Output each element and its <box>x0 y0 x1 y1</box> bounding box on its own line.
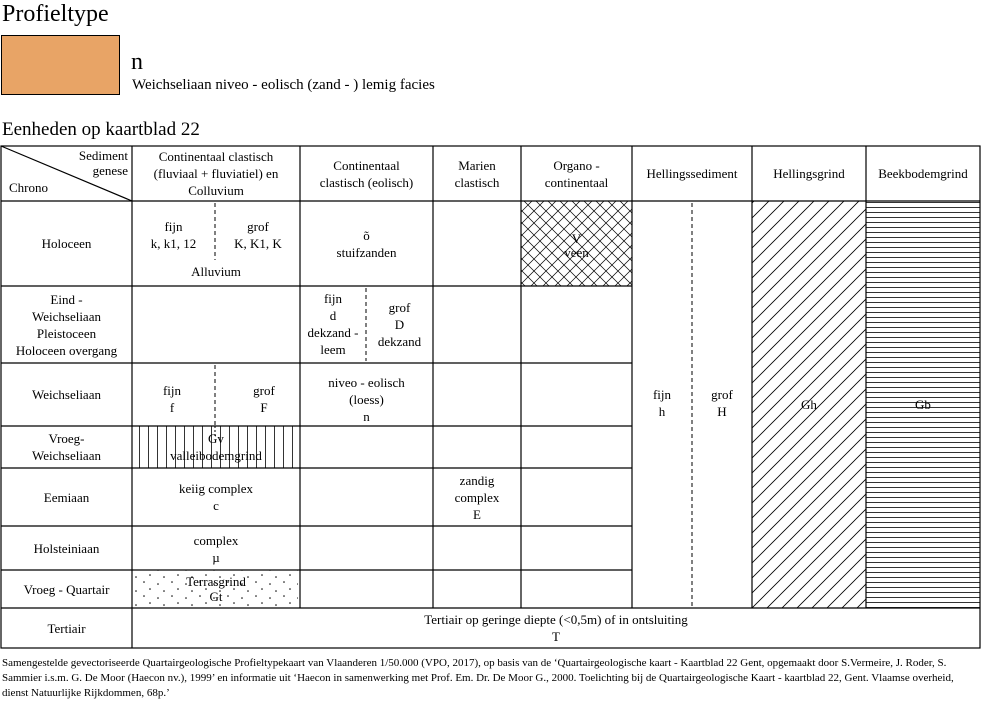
cell-holoceen-alluvium: Alluvium <box>191 263 241 279</box>
row-label-weichseliaan: Weichseliaan <box>32 387 101 402</box>
cell-beekbodemgrind-gb: Gb <box>915 396 931 412</box>
cell-holoceen-stuifzanden <box>300 225 433 263</box>
cell-line: H <box>717 404 727 419</box>
cell-line: µ <box>212 550 220 565</box>
cell-line: valleibodemgrind <box>170 448 262 463</box>
cell-line: grof <box>711 387 733 402</box>
cell-line: stuifzanden <box>336 245 397 260</box>
cell-weichseliaan-loess <box>300 373 433 425</box>
row-label-line: Pleistoceen <box>36 325 97 341</box>
cell-line: Gt <box>209 589 223 604</box>
cell-line: Tertiair op geringe diepte (<0,5m) of in ontsluiting <box>424 612 688 627</box>
header-continentaal-clastisch-eolisch <box>300 146 433 201</box>
cell-line: fijn <box>162 383 182 398</box>
header-beekbodemgrind: Beekbodemgrind <box>878 166 968 181</box>
cell-line: f <box>169 400 175 415</box>
row-label-line: Holoceen overgang <box>15 342 118 358</box>
cell-line: E <box>473 506 481 522</box>
cell-line: c <box>213 498 219 513</box>
cell-line: Terrasgrind <box>186 574 246 589</box>
cell-line: Gv <box>208 431 224 446</box>
cell-terrasgrind <box>132 573 300 605</box>
row-label-eemiaan: Eemiaan <box>43 489 90 505</box>
cell-weichseliaan-grof <box>220 381 308 417</box>
row-label-vroeg-weichseliaan <box>1 426 132 468</box>
header-line: Marien <box>458 157 496 173</box>
row-label-line: Eind - <box>50 291 83 307</box>
cell-hellingssediment-grof <box>692 383 752 423</box>
cell-line: D <box>394 316 405 332</box>
row-label-vroeg-quartair: Vroeg - Quartair <box>23 581 110 597</box>
cell-line: n <box>363 408 370 424</box>
cell-line: complex <box>454 489 500 505</box>
cell-holoceen-fijn <box>132 217 215 253</box>
cell-line: grof <box>253 383 275 398</box>
cell-line: F <box>260 400 268 415</box>
cell-line: keiig complex <box>178 481 253 496</box>
cell-line: K, K1, K <box>234 236 282 251</box>
cell-line: T <box>552 629 560 644</box>
cell-line: veen <box>564 245 589 260</box>
row-label-eind-weichseliaan <box>1 286 132 363</box>
cell-line: (loess) <box>349 391 384 407</box>
header-continentaal-clastisch-fluviaal <box>132 146 300 201</box>
cell-line: V <box>571 231 582 246</box>
legend-description: Weichseliaan niveo - eolisch (zand - ) lemig facies <box>132 77 435 93</box>
header-line: continentaal <box>544 174 609 190</box>
cell-line: grof <box>247 219 269 234</box>
header-organo-continentaal <box>521 146 632 201</box>
cell-line: d <box>329 308 337 323</box>
cell-eind-grof <box>366 295 433 353</box>
cell-valleibodemgrind <box>132 429 300 465</box>
row-label-line: Weichseliaan <box>32 308 101 324</box>
cell-zandig-complex <box>433 471 521 523</box>
page-title: Profieltype <box>2 1 109 27</box>
cell-hellingssediment-fijn <box>632 383 692 423</box>
header-line: Continentaal <box>333 157 400 173</box>
cell-keiig-complex <box>132 479 300 515</box>
cell-line: zandig <box>459 472 495 488</box>
header-line: clastisch (eolisch) <box>319 174 414 190</box>
cell-holoceen-grof <box>216 217 300 253</box>
cell-line: grof <box>388 299 411 315</box>
cell-weichseliaan-fijn <box>132 381 212 417</box>
cell-tertiair <box>132 610 980 646</box>
section-title: Eenheden op kaartblad 22 <box>2 119 200 140</box>
row-label-holsteiniaan: Holsteiniaan <box>33 540 100 556</box>
corner-chrono-label: Chrono <box>9 180 48 195</box>
header-hellingsgrind: Hellingsgrind <box>773 166 845 181</box>
cell-line: dekzand - <box>307 325 359 340</box>
header-hellingssediment: Hellingssediment <box>646 166 738 181</box>
cell-line: h <box>658 404 666 419</box>
cell-line: dekzand <box>377 333 422 349</box>
cell-line: leem <box>320 342 346 357</box>
row-label-holoceen: Holoceen <box>41 236 92 251</box>
header-line: Colluvium <box>188 183 244 198</box>
corner-sediment-genese <box>60 148 128 178</box>
source-footnote: Samengestelde gevectoriseerde Quartairgeologische Profieltypekaart van Vlaanderen 1/50.000 (VPO, 2017), op basis van de ‘Quartairgeologische kaart - Kaartblad 22 Gent, opgemaakt door S.Vermeire, J. Roder, S. Sammier i.s.m. G. De Moor (Haecon nv.), 1999’ en informatie uit ‘Haecon in samenwerking met Prof. Em. Dr. De Moor G., 2000. Toelichting bij de Quartairgeologische Kaart - kaartblad 22, Gent. Vlaamse overheid, dienst Natuurlijke Rijkdommen, 68p.’ <box>2 657 954 699</box>
corner-sediment-label: Sediment <box>78 148 128 163</box>
header-line: (fluviaal + fluviatiel) en <box>153 166 279 181</box>
legend-code: n <box>131 49 143 75</box>
legend-color-swatch <box>1 35 120 95</box>
cell-line: k, k1, 12 <box>150 236 197 251</box>
header-line: Continentaal clastisch <box>158 149 274 164</box>
cell-line: fijn <box>652 387 672 402</box>
cell-line: niveo - eolisch <box>328 374 405 390</box>
row-label-tertiair: Tertiair <box>47 620 86 636</box>
cell-hellingsgrind-gh: Gh <box>801 396 817 412</box>
cell-holoceen-veen <box>521 229 632 263</box>
cell-line: fijn <box>323 291 343 306</box>
cell-line: complex <box>193 533 239 548</box>
corner-genese-label: genese <box>92 163 128 178</box>
row-label-line: Vroeg- <box>48 431 85 446</box>
header-marien-clastisch <box>433 146 521 201</box>
row-label-line: Weichseliaan <box>32 448 101 463</box>
cell-line: õ <box>363 228 370 243</box>
header-line: Organo - <box>553 157 600 173</box>
cell-holsteiniaan-complex <box>132 531 300 567</box>
cell-line: fijn <box>164 219 183 234</box>
header-line: clastisch <box>454 174 500 190</box>
units-table <box>0 145 981 649</box>
cell-eind-fijn <box>300 288 366 360</box>
